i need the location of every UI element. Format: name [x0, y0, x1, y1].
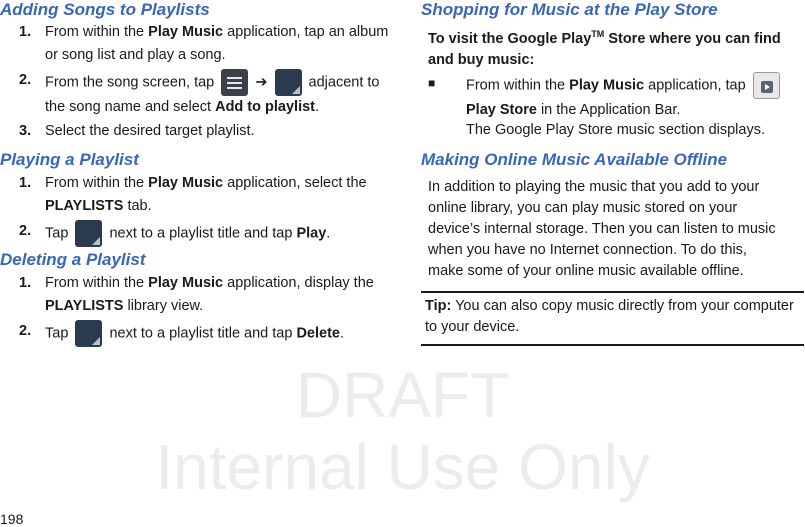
tip-text: Tip: You can also copy music directly from your computer to your device. — [425, 298, 794, 335]
step-text: From within the Play Music application, display the PLAYLISTS library view. — [45, 275, 374, 314]
step-text: Select the desired target playlist. — [45, 123, 255, 139]
play-store-icon — [753, 72, 780, 99]
shopping-result: The Google Play Store music section displays. — [466, 122, 765, 138]
step-number: 1. — [19, 175, 32, 191]
watermark-draft: DRAFT — [295, 359, 510, 431]
bullet-text: From within the Play Music application, tap Play Store in the Application Bar. — [466, 72, 801, 122]
tip-bottom-rule — [421, 344, 804, 346]
step-number: 3. — [19, 123, 32, 139]
step-number: 2. — [19, 323, 32, 339]
step-number: 2. — [19, 223, 32, 239]
heading-shopping: Shopping for Music at the Play Store — [421, 0, 718, 19]
step-text: From the song screen, tap ➔ adjacent to the song name and select Add to playlist. — [45, 69, 390, 119]
page-number: 198 — [0, 511, 24, 527]
heading-deleting-playlist: Deleting a Playlist — [0, 250, 146, 269]
bullet-icon: ■ — [428, 76, 436, 90]
overflow-menu-icon — [75, 220, 102, 247]
watermark-internal: Internal Use Only — [155, 431, 650, 503]
heading-adding-songs: Adding Songs to Playlists — [0, 0, 210, 19]
overflow-menu-icon — [75, 320, 102, 347]
heading-offline: Making Online Music Available Offline — [421, 150, 728, 169]
step-text: Tap next to a playlist title and tap Delete. — [45, 320, 390, 347]
arrow-icon: ➔ — [255, 74, 268, 91]
step-number: 1. — [19, 24, 32, 40]
step-text: From within the Play Music application, select the PLAYLISTS tab. — [45, 175, 367, 214]
step-text: Tap next to a playlist title and tap Play. — [45, 220, 390, 247]
tip-top-rule — [421, 291, 804, 293]
offline-body: In addition to playing the music that you add to your online library, you can play music stored on your device’s internal storage. Then you can listen to music when you have no Internet connection. To do this, make some of your online music available offline. — [428, 179, 776, 279]
step-number: 1. — [19, 275, 32, 291]
tip-label: Tip: — [425, 298, 452, 314]
step-number: 2. — [19, 72, 32, 88]
heading-playing-playlist: Playing a Playlist — [0, 150, 139, 169]
shopping-intro: To visit the Google Play™ Store where you can find and buy music: — [428, 29, 781, 68]
menu-icon — [221, 69, 248, 96]
overflow-menu-icon — [275, 69, 302, 96]
step-text: From within the Play Music application, tap an album or song list and play a song. — [45, 24, 389, 63]
